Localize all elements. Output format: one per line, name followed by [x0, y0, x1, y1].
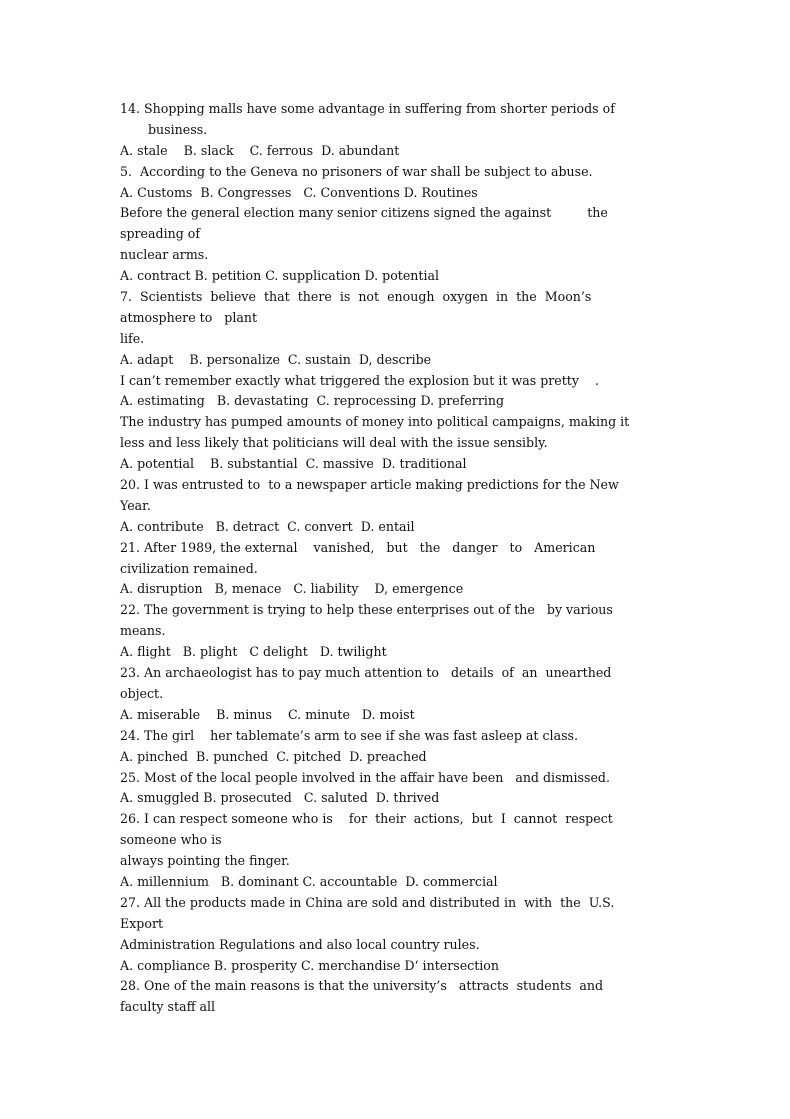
question-election-text-end: nuclear arms. [120, 247, 209, 263]
question-5-options: A. Customs B. Congresses C. Conventions D. Routines [120, 184, 478, 200]
question-14-text-cont: business. [148, 121, 208, 137]
question-21-options: A. disruption B, menace C. liability D, emergence [120, 581, 464, 597]
question-26-text-cont: someone who is [120, 832, 222, 848]
question-industry-text-cont: less and less likely that politicians will deal with the issue sensibly. [120, 435, 548, 451]
question-industry-options: A. potential B. substantial C. massive D. traditional [120, 456, 467, 472]
question-20-options: A. contribute B. detract C. convert D. entail [120, 518, 415, 534]
question-7-text: 7. Scientists believe that there is not enough oxygen in the Moon’s [120, 289, 592, 305]
question-26-options: A. millennium B. dominant C. accountable D. commercial [120, 873, 498, 889]
question-23-options: A. miserable B. minus C. minute D. moist [120, 706, 415, 722]
question-20-text: 20. I was entrusted to to a newspaper article making predictions for the New [120, 477, 619, 493]
question-27-options: A. compliance B. prosperity C. merchandise D‘ intersection [120, 957, 499, 973]
question-27-text: 27. All the products made in China are sold and distributed in with the U.S. [120, 894, 615, 910]
question-7-text-cont: atmosphere to plant [120, 309, 258, 325]
question-27-text-end: Administration Regulations and also local country rules. [120, 936, 480, 952]
question-explosion-options: A. estimating B. devastating C. reprocessing D. preferring [120, 393, 505, 409]
question-14-text: 14. Shopping malls have some advantage in suffering from shorter periods of [120, 101, 615, 116]
question-26-text: 26. I can respect someone who is for their actions, but I cannot respect [120, 811, 613, 827]
question-21-text-cont: civilization remained. [120, 560, 258, 576]
question-23-text-cont: object. [120, 685, 164, 701]
question-industry-text: The industry has pumped amounts of money into political campaigns, making it [120, 414, 630, 430]
question-election-text: Before the general election many senior citizens signed the against the [120, 205, 608, 221]
question-explosion-text: I can’t remember exactly what triggered the explosion but it was pretty . [120, 372, 599, 388]
question-25-text: 25. Most of the local people involved in the affair have been and dismissed. [120, 769, 610, 785]
question-26-text-end: always pointing the finger. [120, 853, 290, 869]
question-14-options: A. stale B. slack C. ferrous D. abundant [120, 142, 400, 158]
question-28-text: 28. One of the main reasons is that the university’s attracts students and [120, 978, 604, 994]
question-7-options: A. adapt B. personalize C. sustain D, describe [120, 351, 432, 367]
question-20-text-cont: Year. [120, 497, 151, 513]
question-5-text: 5. According to the Geneva no prisoners of war shall be subject to abuse. [120, 163, 593, 179]
question-27-text-cont: Export [120, 915, 164, 931]
question-22-text: 22. The government is trying to help these enterprises out of the by various [120, 602, 613, 618]
question-22-text-cont: means. [120, 623, 166, 639]
question-21-text: 21. After 1989, the external vanished, but the danger to American [120, 539, 596, 555]
question-22-options: A. flight B. plight C delight D. twilight [120, 644, 387, 660]
question-25-options: A. smuggled B. prosecuted C. saluted D. thrived [120, 790, 440, 806]
question-election-options: A. contract B. petition C. supplication D. potential [120, 268, 440, 284]
question-24-text: 24. The girl her tablemate’s arm to see if she was fast asleep at class. [120, 727, 579, 743]
question-7-text-end: life. [120, 330, 145, 346]
document-page [120, 99, 672, 1018]
question-23-text: 23. An archaeologist has to pay much attention to details of an unearthed [120, 665, 612, 681]
question-24-options: A. pinched B. punched C. pitched D. preached [120, 748, 427, 764]
question-28-text-cont: faculty staff all [120, 999, 216, 1015]
question-election-text-cont: spreading of [120, 226, 201, 242]
